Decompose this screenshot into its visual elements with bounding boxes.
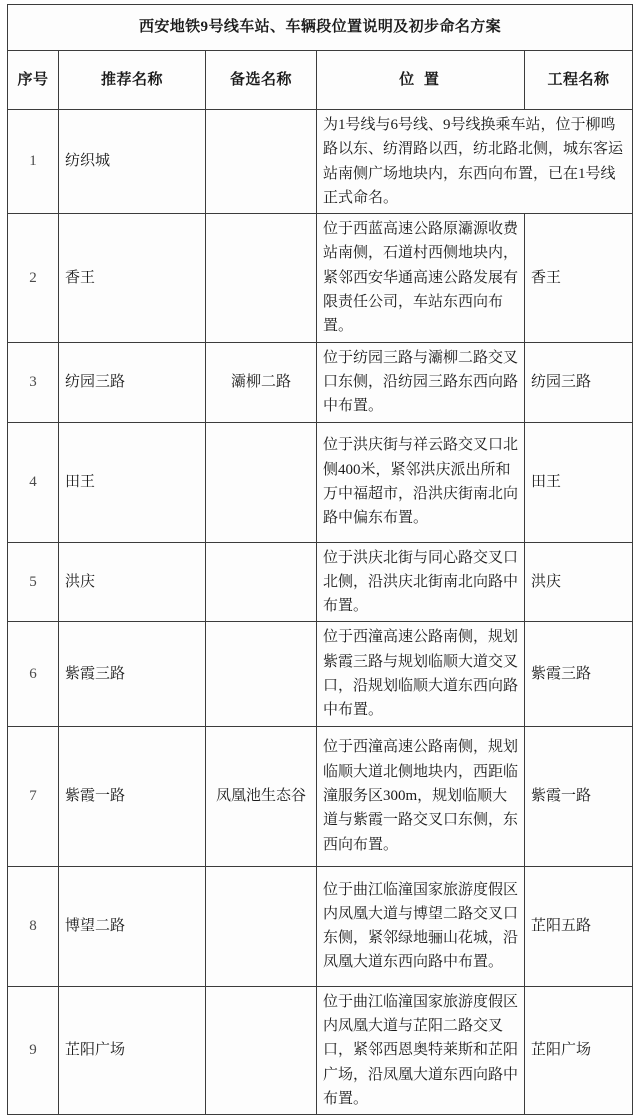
cell-project-name: 芷阳广场 (525, 986, 633, 1114)
cell-recommended-name: 紫霞三路 (59, 622, 206, 726)
column-header-seq: 序号 (8, 51, 59, 110)
cell-position-description: 为1号线与6号线、9号线换乘车站，位于柳鸣路以东、纺渭路以西，纺北路北侧，城东客运站南侧广场地块内，东西向布置，已在1号线正式命名。 (317, 110, 633, 214)
column-header-project-name: 工程名称 (525, 51, 633, 110)
cell-alternate-name (206, 986, 317, 1114)
cell-recommended-name: 纺园三路 (59, 342, 206, 422)
table-row (8, 866, 633, 986)
cell-project-name: 紫霞三路 (525, 622, 633, 726)
cell-recommended-name: 紫霞一路 (59, 726, 206, 866)
cell-alternate-name (206, 622, 317, 726)
cell-alternate-name (206, 422, 317, 542)
cell-project-name: 洪庆 (525, 542, 633, 622)
cell-alternate-name (206, 542, 317, 622)
table-row (8, 110, 633, 214)
document-title: 西安地铁9号线车站、车辆段位置说明及初步命名方案 (8, 5, 633, 51)
cell-project-name: 田王 (525, 422, 633, 542)
cell-position-description: 位于曲江临潼国家旅游度假区内凤凰大道与芷阳二路交叉口，紧邻西恩奥特莱斯和芷阳广场，沿凤凰大道东西向路中布置。 (317, 986, 525, 1114)
cell-sequence-number: 2 (8, 214, 59, 342)
cell-alternate-name: 凤凰池生态谷 (206, 726, 317, 866)
table-row (8, 726, 633, 866)
cell-sequence-number: 3 (8, 342, 59, 422)
column-header-recommended-name: 推荐名称 (59, 51, 206, 110)
title-row (8, 5, 633, 51)
cell-position-description: 位于曲江临潼国家旅游度假区内凤凰大道与博望二路交叉口东侧，紧邻绿地骊山花城，沿凤凰大道东西向路中布置。 (317, 866, 525, 986)
cell-position-description: 位于西潼高速公路南侧，规划临顺大道北侧地块内，西距临潼服务区300m，规划临顺大道与紫霞一路交叉口东侧，东西向布置。 (317, 726, 525, 866)
column-header-alternate-name: 备选名称 (206, 51, 317, 110)
header-row (8, 51, 633, 110)
table-row (8, 542, 633, 622)
cell-recommended-name: 香王 (59, 214, 206, 342)
cell-position-description: 位于西潼高速公路南侧，规划紫霞三路与规划临顺大道交叉口，沿规划临顺大道东西向路中布置。 (317, 622, 525, 726)
table-row (8, 422, 633, 542)
cell-alternate-name (206, 866, 317, 986)
cell-recommended-name: 纺织城 (59, 110, 206, 214)
cell-sequence-number: 1 (8, 110, 59, 214)
cell-recommended-name: 田王 (59, 422, 206, 542)
cell-recommended-name: 洪庆 (59, 542, 206, 622)
cell-sequence-number: 8 (8, 866, 59, 986)
cell-project-name: 紫霞一路 (525, 726, 633, 866)
cell-project-name: 芷阳五路 (525, 866, 633, 986)
table-row (8, 622, 633, 726)
cell-recommended-name: 芷阳广场 (59, 986, 206, 1114)
cell-position-description: 位于洪庆北街与同心路交叉口北侧，沿洪庆北街南北向路中布置。 (317, 542, 525, 622)
cell-alternate-name (206, 214, 317, 342)
cell-project-name: 纺园三路 (525, 342, 633, 422)
cell-sequence-number: 4 (8, 422, 59, 542)
cell-sequence-number: 6 (8, 622, 59, 726)
cell-recommended-name: 博望二路 (59, 866, 206, 986)
station-naming-table (7, 4, 633, 1115)
cell-sequence-number: 5 (8, 542, 59, 622)
table-row (8, 214, 633, 342)
cell-alternate-name: 灞柳二路 (206, 342, 317, 422)
cell-position-description: 位于纺园三路与灞柳二路交叉口东侧，沿纺园三路东西向路中布置。 (317, 342, 525, 422)
cell-alternate-name (206, 110, 317, 214)
cell-position-description: 位于西蓝高速公路原灞源收费站南侧，石道村西侧地块内，紧邻西安华通高速公路发展有限责任公司，车站东西向布置。 (317, 214, 525, 342)
cell-position-description: 位于洪庆街与祥云路交叉口北侧400米，紧邻洪庆派出所和万中福超市，沿洪庆街南北向路中偏东布置。 (317, 422, 525, 542)
cell-sequence-number: 7 (8, 726, 59, 866)
table-row (8, 986, 633, 1114)
table-body (8, 5, 633, 1115)
column-header-position: 位 置 (317, 51, 525, 110)
cell-project-name: 香王 (525, 214, 633, 342)
cell-sequence-number: 9 (8, 986, 59, 1114)
table-row (8, 342, 633, 422)
